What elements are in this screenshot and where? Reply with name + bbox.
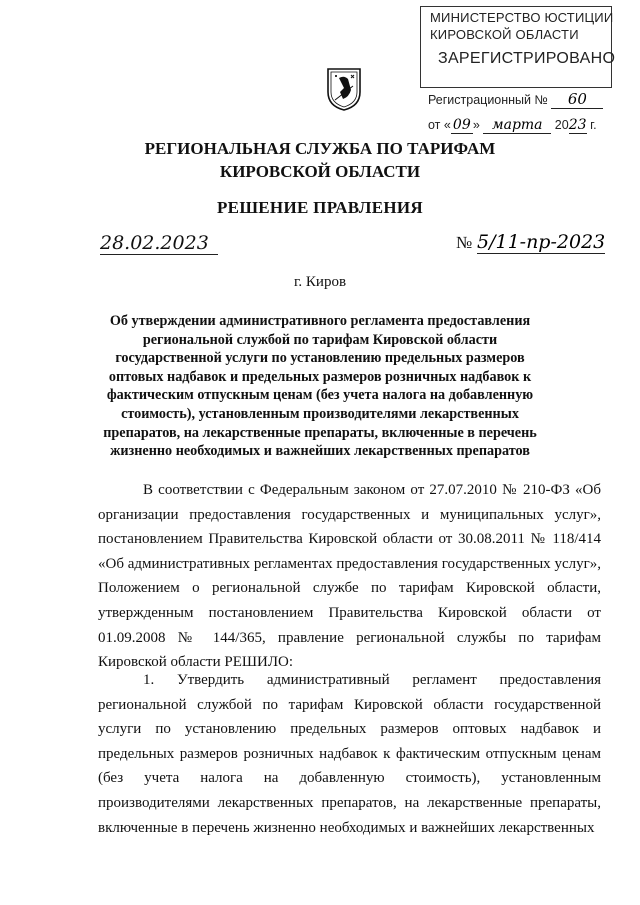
stamp-reg-number: 60 bbox=[551, 90, 603, 109]
decision-date-value: 28.02.2023 bbox=[100, 232, 218, 255]
organization-name-line2: КИРОВСКОЙ ОБЛАСТИ bbox=[219, 162, 421, 181]
decision-date bbox=[100, 232, 218, 255]
registration-stamp bbox=[420, 6, 615, 136]
stamp-reg-label: Регистрационный № bbox=[428, 93, 548, 107]
stamp-date-day: 09 bbox=[451, 117, 473, 134]
stamp-date-year-prefix: 20 bbox=[554, 118, 569, 132]
stamp-ministry: МИНИСТЕРСТВО ЮСТИЦИИ bbox=[430, 10, 614, 25]
stamp-reg-number-line bbox=[428, 90, 603, 109]
city: г. Киров bbox=[293, 274, 347, 290]
stamp-registered: ЗАРЕГИСТРИРОВАНО bbox=[438, 50, 616, 67]
stamp-date-suffix: г. bbox=[590, 118, 597, 132]
document-subject: Об утверждении административного регламента предоставления региональной службой по тарифам Кировской области государственной услуги по установлению предельных размеров оптовых надбавок и предельных размеров розничных надбавок к фактическим отпускным ценам (без учета налога на добавленную стоимость), установленным производителями лекарственных препаратов, на лекарственные препараты, включенные в перечень жизненно необходимых и важнейших лекарственных препаратов bbox=[103, 313, 537, 460]
stamp-date-line bbox=[428, 117, 597, 134]
stamp-date-year: 23 bbox=[568, 117, 587, 133]
decision-number-value: 5/11-пр-2023 bbox=[476, 231, 606, 253]
stamp-date-prefix: от « bbox=[428, 118, 451, 132]
preamble-paragraph: В соответствии с Федеральным законом от 27.07.2010 № 210-ФЗ «Об организации предоставления государственных и муниципальных услуг», постановлением Правительства Кировской области от 30.08.2011 № 118/414 «Об административных регламентах предоставления государственных услуг», Положением о региональной службе по тарифам Кировской области, утвержденным постановлением Правительства Кировской области от 01.09.2008 № 144/365, правление региональной службы по тарифам Кировской области РЕШИЛО: bbox=[98, 482, 601, 671]
stamp-date-sep: » bbox=[472, 118, 480, 132]
kirov-coat-of-arms-icon bbox=[325, 66, 363, 112]
organization-name-line1: РЕГИОНАЛЬНАЯ СЛУЖБА ПО ТАРИФАМ bbox=[144, 139, 496, 158]
stamp-region: КИРОВСКОЙ ОБЛАСТИ bbox=[430, 27, 579, 42]
number-sign: № bbox=[456, 233, 473, 252]
document-title: РЕШЕНИЕ ПРАВЛЕНИЯ bbox=[217, 198, 423, 217]
stamp-date-month: марта bbox=[483, 117, 551, 134]
clause-1-paragraph: 1. Утвердить административный регламент предоставления региональной службой по тарифам Кировской области государственной услуги по установлению предельных размеров оптовых надбавок и предельных размеров розничных надбавок к фактическим отпускным ценам (без учета налога на добавленную стоимость), установленным производителями лекарственных препаратов, на лекарственные препараты, включенные в перечень жизненно необходимых и важнейших лекарственных bbox=[98, 672, 601, 836]
decision-number bbox=[456, 231, 605, 254]
